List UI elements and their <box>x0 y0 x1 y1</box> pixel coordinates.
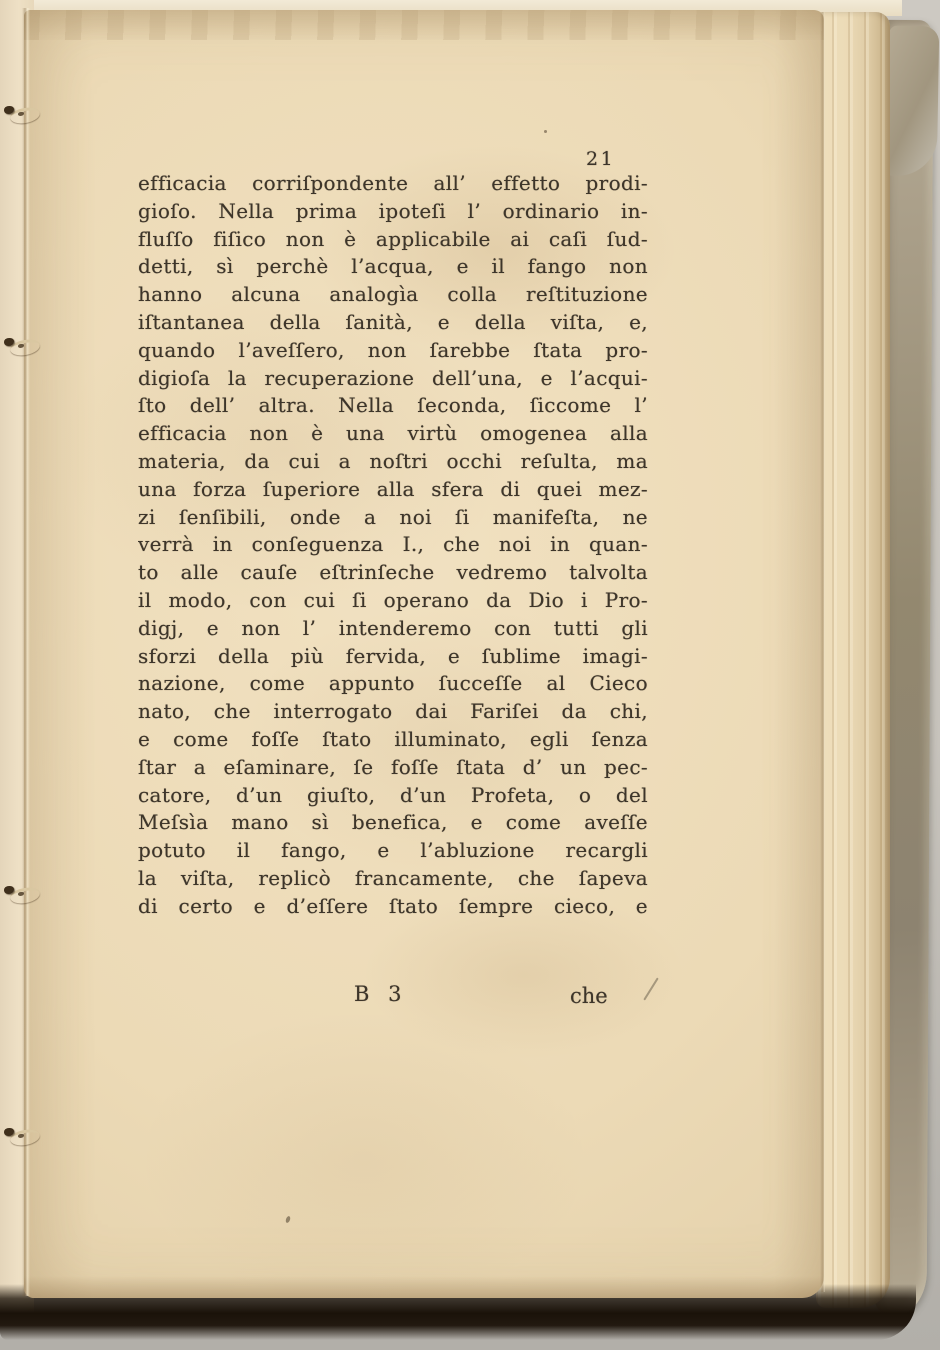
catchword: che <box>570 984 608 1008</box>
text-line: iſtantanea della ſanità, e della viſta, e, <box>138 309 648 334</box>
gutter-crease <box>22 8 30 1296</box>
book-page <box>24 10 824 1298</box>
text-line: efficacia non è una virtù omogenea alla <box>138 421 648 446</box>
text-line: sforzi della più fervida, e ſublime imagi- <box>138 643 648 668</box>
text-line: verrà in conſeguenza I., che noi in quan- <box>138 532 648 557</box>
text-line: ſtar a eſaminare, ſe foſſe ſtata d’ un pec- <box>138 754 648 779</box>
sewing-stitch <box>4 882 44 902</box>
fore-edge-crease <box>820 12 825 1292</box>
text-line: to alle cauſe eſtrinſeche vedremo talvolta <box>138 560 648 585</box>
paper-fleck <box>285 1216 291 1224</box>
footer-line <box>138 982 648 1012</box>
text-line: catore, d’un giuſto, d’un Profeta, o del <box>138 782 648 807</box>
page-number: 21 <box>586 148 616 170</box>
text-line: nato, che interrogato dai Fariſei da chi, <box>138 699 648 724</box>
text-line: una forza ſuperiore alla sfera di quei mez- <box>138 476 648 501</box>
text-line: efficacia corriſpondente all’ effetto prodi- <box>138 171 648 195</box>
sewing-stitch <box>4 334 44 354</box>
text-line: il modo, con cui ſi operano da Dio i Pro- <box>138 587 648 612</box>
gathering-signature: B 3 <box>354 982 408 1006</box>
vellum-cover-corner <box>887 26 940 177</box>
fore-edge-page-stack <box>816 12 890 1308</box>
sewing-stitch <box>4 1124 44 1144</box>
text-line: la viſta, replicò francamente, che ſapeva <box>138 865 648 890</box>
paper-fleck <box>544 130 547 133</box>
text-line: hanno alcuna analogìa colla reſtituzione <box>138 282 648 307</box>
sewing-stitch <box>4 102 44 122</box>
text-line: Meſsìa mano sì benefica, e come aveſſe <box>138 810 648 835</box>
text-block <box>138 170 648 921</box>
text-line: digioſa la recuperazione dell’una, e l’acqui- <box>138 365 648 390</box>
text-line: digj, e non l’ intenderemo con tutti gli <box>138 615 648 640</box>
text-line: ſto dell’ altra. Nella ſeconda, ſiccome l’ <box>138 393 648 418</box>
text-line: potuto il fango, e l’abluzione recargli <box>138 838 648 863</box>
text-line: gioſo. Nella prima ipoteſi l’ ordinario in- <box>138 198 648 223</box>
text-line: zi ſenſibili, onde a noi ſi manifeſta, ne <box>138 504 648 529</box>
text-line: e come foſſe ſtato illuminato, egli ſenza <box>138 726 648 751</box>
text-line: nazione, come appunto ſucceſſe al Cieco <box>138 671 648 696</box>
text-line: materia, da cui a noſtri occhi reſulta, ma <box>138 448 648 473</box>
text-line: di certo e d’eſſere ſtato ſempre cieco, e <box>138 893 648 918</box>
text-line: fluſſo fiſico non è applicabile ai caſi ſud- <box>138 226 648 251</box>
text-line: detti, sì perchè l’acqua, e il fango non <box>138 254 648 279</box>
text-line: quando l’aveſſero, non ſarebbe ſtata pro- <box>138 337 648 362</box>
